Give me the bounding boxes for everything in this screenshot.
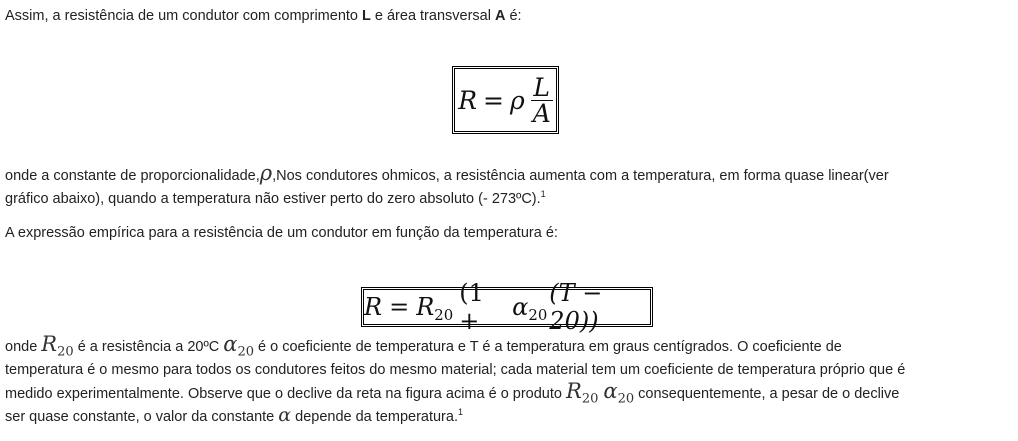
reference-link-2[interactable]: 1 xyxy=(457,407,463,418)
product-R-base: R xyxy=(566,379,582,403)
formula1-numerator: L xyxy=(533,72,551,102)
p4-text-6: ser quase constante, o valor da constante xyxy=(5,409,279,425)
p2-text-2: ,Nos condutores ohmicos, a resistência aumenta com a temperatura, em forma quase linear(ver xyxy=(272,168,889,184)
inline-R20 xyxy=(41,332,74,360)
paragraph-3 xyxy=(5,223,558,243)
formula2-alpha-base: α xyxy=(512,293,529,321)
paragraph-4-line-3 xyxy=(5,379,900,407)
inline-R20-sub: 20 xyxy=(57,344,74,360)
intro-text-1: Assim, a resistência de um condutor com comprimento xyxy=(5,8,362,24)
temperature-formula-box xyxy=(361,279,653,335)
formula2-R20-sub: 20 xyxy=(434,306,454,325)
inline-alpha: α xyxy=(278,404,292,426)
formula1-fraction xyxy=(531,72,553,128)
formula2-alpha-sub: 20 xyxy=(528,306,548,325)
product-alpha-base: α xyxy=(603,379,618,403)
bold-L: L xyxy=(362,8,371,24)
inline-rho: ρ xyxy=(259,161,273,185)
intro-text-3: é: xyxy=(505,8,522,24)
paragraph-2-line-2 xyxy=(5,189,546,209)
inline-R20-base: R xyxy=(41,332,58,356)
product-R-sub: 20 xyxy=(581,391,599,407)
inline-alpha20-base: α xyxy=(223,332,238,356)
p4-text-5: consequentemente, a pesar de o declive xyxy=(634,386,900,402)
intro-sentence xyxy=(5,6,522,26)
formula1-equals: = xyxy=(483,85,504,115)
paragraph-2-line-1 xyxy=(5,161,889,186)
p4-text-7: depende da temperatura. xyxy=(291,409,458,425)
intro-text-2: e área transversal xyxy=(370,8,495,24)
formula1-R: R xyxy=(458,85,478,115)
formula2-equals: = xyxy=(389,293,410,321)
inline-R20-product xyxy=(566,379,599,407)
p4-text-1: é a resistência a 20ºC xyxy=(73,339,224,355)
paragraph-4-line-2 xyxy=(5,360,905,380)
inline-alpha20 xyxy=(223,332,254,360)
product-alpha-sub: 20 xyxy=(617,391,635,407)
p4-text-3: temperatura é o mesmo para todos os condutores feitos do mesmo material; cada material tem um coeficiente de temperatura próprio que é xyxy=(5,362,906,378)
formula1-denominator: A xyxy=(532,98,551,128)
formula2-R20-base: R xyxy=(416,293,435,321)
p4-text-onde: onde xyxy=(5,339,42,355)
paragraph-4-line-1 xyxy=(5,332,842,360)
formula2-rest: (T − 20)) xyxy=(549,279,603,335)
bold-A: A xyxy=(494,8,506,24)
formula2-open: (1 + xyxy=(459,279,484,335)
p4-text-4: medido experimentalmente. Observe que o declive da reta na figura acima é o produto xyxy=(5,386,566,402)
p2-text-1: onde a constante de proporcionalidade, xyxy=(5,168,260,184)
inline-alpha20-sub: 20 xyxy=(237,344,254,360)
paragraph-4-line-4 xyxy=(5,404,463,427)
p2-text-3: gráfico abaixo), quando a temperatura não estiver perto do zero absoluto (- 273ºC). xyxy=(5,191,541,207)
p3-text: A expressão empírica para a resistência de um condutor em função da temperatura é: xyxy=(5,225,558,241)
formula2-alpha20 xyxy=(512,293,548,325)
p4-text-2: é o coeficiente de temperatura e T é a temperatura em graus centígrados. O coeficiente de xyxy=(254,339,842,355)
formula1-rho: ρ xyxy=(510,85,525,115)
resistance-formula-box xyxy=(452,66,559,134)
formula2-R: R xyxy=(364,293,383,321)
inline-alpha20-product xyxy=(603,379,635,407)
reference-link-1[interactable]: 1 xyxy=(540,189,546,200)
formula2-R20 xyxy=(416,293,454,325)
